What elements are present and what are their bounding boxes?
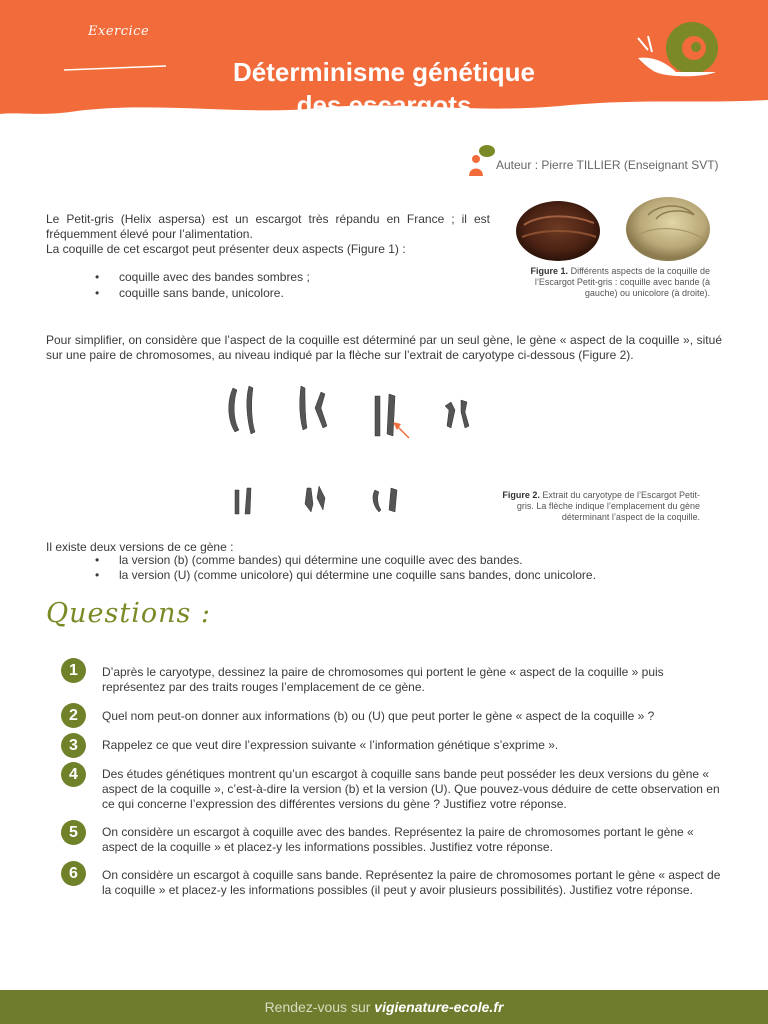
chromosome-arrow-icon [397, 426, 409, 438]
footer-bar [0, 990, 768, 1024]
question-number: 1 [61, 658, 86, 683]
gene-versions: Il existe deux versions de ce gène : [46, 540, 234, 554]
page-title: Déterminisme génétique des escargots [233, 57, 535, 120]
header-banner [0, 0, 768, 140]
intro-paragraph-1: Le Petit-gris (Helix aspersa) est un escargot très répandu en France ; il est fréquemment élevé pour l’alimentation. [46, 212, 490, 241]
version-b-item: • la version (b) (comme bandes) qui détermine une coquille avec des bandes. [95, 553, 523, 567]
gene-paragraph: Pour simplifier, on considère que l’aspect de la coquille est déterminé par un seul gène, le gène « aspect de la coquille », situé sur une paire de chromosomes, au niveau indiqué par la flèche sur l’extrait de caryotype ci-dessous (Figure 2). [46, 333, 722, 362]
figure2-caption: Figure 2. Extrait du caryotype de l’Escargot Petit-gris. La flèche indique l’emplacement du gène déterminant l’aspect de la coquille. [502, 490, 700, 522]
footer-site-link[interactable]: vigienature-ecole.fr [374, 999, 504, 1015]
question-number: 3 [61, 733, 86, 758]
figure1-snail-shells [508, 195, 718, 265]
question-number: 5 [61, 820, 86, 845]
intro-bullet-2: • coquille sans bande, unicolore. [95, 286, 284, 300]
question-6: On considère un escargot à coquille sans bande. Représentez la paire de chromosomes portant le gène « aspect de la coquille » et placez-y les informations possibles (il peut y avoir plusieurs possibilités). Justifiez votre réponse. [102, 868, 721, 897]
figure2-karyotype [215, 380, 485, 520]
question-1: D’après le caryotype, dessinez la paire de chromosomes qui portent le gène « aspect de la coquille » puis représentez par des traits rouges l’emplacement de ce gène. [102, 665, 664, 694]
author-line: Auteur : Pierre TILLIER (Enseignant SVT) [496, 158, 719, 172]
intro-bullet-1: • coquille avec des bandes sombres ; [95, 270, 310, 284]
question-number: 4 [61, 762, 86, 787]
question-3: Rappelez ce que veut dire l’expression suivante « l’information génétique s’exprime ». [102, 738, 559, 752]
question-5: On considère un escargot à coquille avec des bandes. Représentez la paire de chromosomes portant le gène « aspect de la coquille » et placez-y les informations possibles. Justifiez votre réponse. [102, 825, 694, 854]
snail-logo-icon [632, 14, 724, 84]
question-number: 2 [61, 703, 86, 728]
author-speech-icon [467, 144, 495, 178]
intro-text [46, 212, 490, 257]
exercise-label: Exercice [88, 24, 150, 39]
intro-paragraph-2: La coquille de cet escargot peut présenter deux aspects (Figure 1) : [46, 242, 406, 256]
footer-prefix: Rendez-vous sur [264, 999, 371, 1015]
question-number: 6 [61, 861, 86, 886]
figure1-caption: Figure 1. Différents aspects de la coquille de l’Escargot Petit-gris : coquille avec bande (à gauche) ou unicolore (à droite). [530, 266, 710, 298]
questions-title: Questions : [46, 598, 212, 629]
version-u-item: • la version (U) (comme unicolore) qui détermine une coquille sans bandes, donc unicolore. [95, 568, 596, 582]
question-4: Des études génétiques montrent qu’un escargot à coquille sans bande peut posséder les deux versions du gène « aspect de la coquille », c’est-à-dire la version (b) et la version (U). Que pouvez-vous déduire de cette observation en ce qui concerne l’expression des différentes versions du gène ? Justifiez votre réponse. [102, 767, 720, 811]
question-2: Quel nom peut-on donner aux informations (b) ou (U) que peut porter le gène « aspect de la coquille » ? [102, 709, 655, 723]
